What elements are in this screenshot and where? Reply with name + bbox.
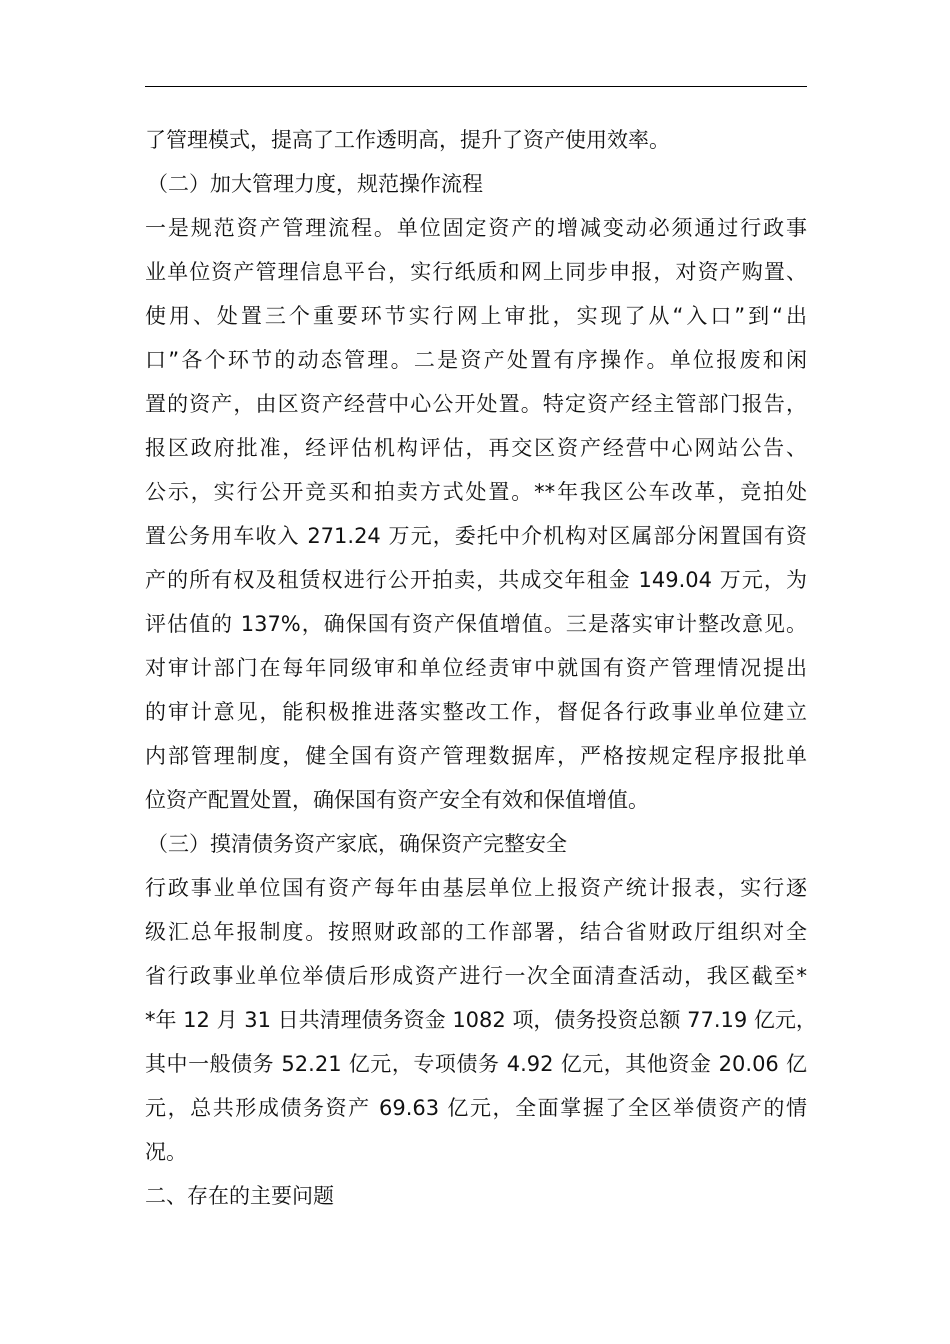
- text-line: 报区政府批准，经评估机构评估，再交区资产经营中心网站公告、: [145, 436, 807, 460]
- text-line: 口”各个环节的动态管理。二是资产处置有序操作。单位报废和闲: [145, 348, 807, 372]
- text-line: 其中一般债务 52.21 亿元，专项债务 4.92 亿元，其他资金 20.06 亿: [145, 1052, 807, 1076]
- text-line: 元，总共形成债务资产 69.63 亿元，全面掌握了全区举债资产的情: [145, 1096, 807, 1120]
- text-line: 一是规范资产管理流程。单位固定资产的增减变动必须通过行政事: [145, 216, 807, 240]
- text-line: 公示，实行公开竞买和拍卖方式处置。**年我区公车改革，竞拍处: [145, 480, 807, 504]
- text-line: 对审计部门在每年同级审和单位经责审中就国有资产管理情况提出: [145, 656, 807, 680]
- section-heading: 二、存在的主要问题: [145, 1184, 334, 1208]
- text-line: 评估值的 137%，确保国有资产保值增值。三是落实审计整改意见。: [145, 612, 807, 636]
- text-line: *年 12 月 31 日共清理债务资金 1082 项，债务投资总额 77.19 亿元，: [145, 1008, 817, 1032]
- text-line: 省行政事业单位举债后形成资产进行一次全面清查活动，我区截至*: [145, 964, 807, 988]
- text-line: 内部管理制度，健全国有资产管理数据库，严格按规定程序报批单: [145, 744, 807, 768]
- text-line: 行政事业单位国有资产每年由基层单位上报资产统计报表，实行逐: [145, 876, 807, 900]
- section-heading: （三）摸清债务资产家底，确保资产完整安全: [147, 832, 567, 856]
- text-line: 的审计意见，能积极推进落实整改工作，督促各行政事业单位建立: [145, 700, 807, 724]
- text-line: 置公务用车收入 271.24 万元，委托中介机构对区属部分闲置国有资: [145, 524, 807, 548]
- text-line: 位资产配置处置，确保国有资产安全有效和保值增值。: [145, 788, 649, 812]
- text-line: 级汇总年报制度。按照财政部的工作部署，结合省财政厅组织对全: [145, 920, 807, 944]
- text-line: 使用、处置三个重要环节实行网上审批，实现了从“入口”到“出: [145, 304, 807, 328]
- document-body: [145, 118, 817, 1218]
- text-line: 置的资产，由区资产经营中心公开处置。特定资产经主管部门报告，: [145, 392, 807, 416]
- header-rule: [145, 86, 807, 87]
- section-heading: （二）加大管理力度，规范操作流程: [147, 172, 483, 196]
- text-line: 了管理模式，提高了工作透明高，提升了资产使用效率。: [145, 128, 670, 152]
- text-line: 业单位资产管理信息平台，实行纸质和网上同步申报，对资产购置、: [145, 260, 807, 284]
- text-line: 产的所有权及租赁权进行公开拍卖，共成交年租金 149.04 万元，为: [145, 568, 807, 592]
- text-line: 况。: [145, 1140, 187, 1164]
